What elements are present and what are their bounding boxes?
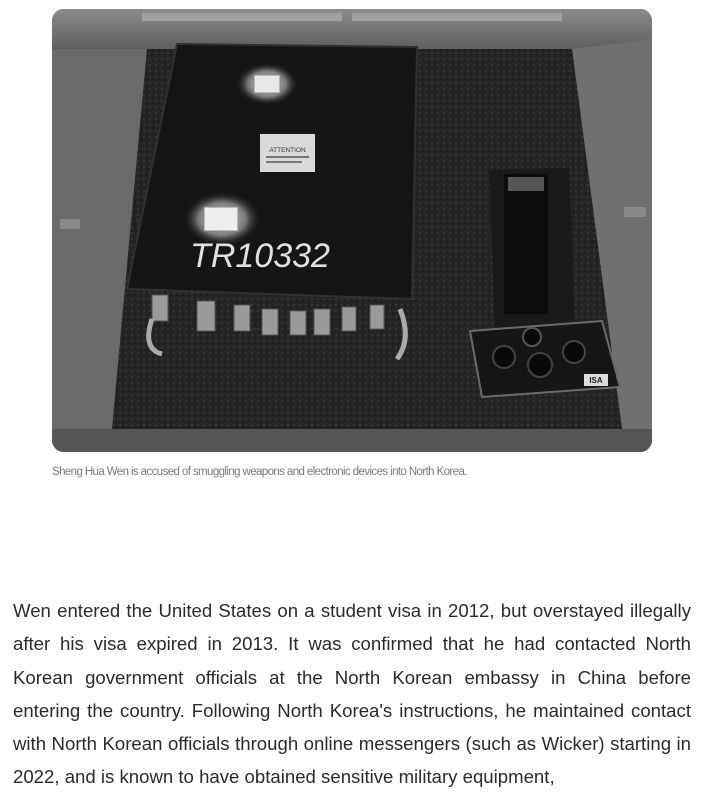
label-heading: ATTENTION [269,147,306,154]
photo-caption: Sheng Hua Wen is accused of smuggling weapons and electronic devices into North Korea. [52,466,467,478]
device-serial-text: TR10332 [190,237,330,275]
remote-badge: ISA [589,376,603,385]
photo-case-with-equipment [52,9,652,452]
article-photo [52,9,652,452]
article-paragraph: Wen entered the United States on a student visa in 2012, but overstayed illegally after his visa expired in 2013. It was confirmed that he had contacted North Korean government officials at the North Korean embassy in China before entering the country. Following North Korea's instructions, he maintained contact with North Korean officials through online messengers (such as Wicker) starting in 2022, and is known to have obtained sensitive military equipment, [13,600,691,788]
